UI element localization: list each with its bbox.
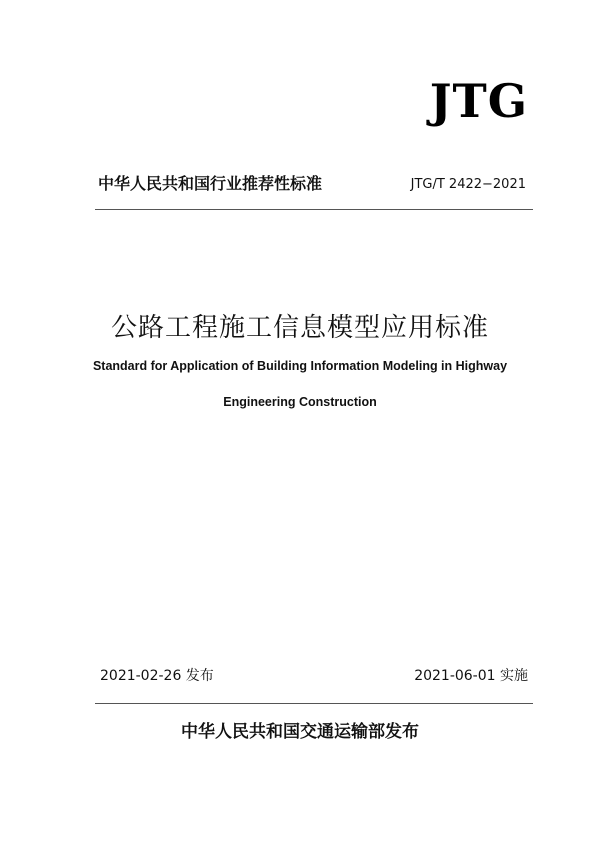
publisher: 中华人民共和国交通运输部发布 <box>181 722 419 742</box>
effective-date: 2021-06-01 实施 <box>414 668 528 684</box>
standard-category: 中华人民共和国行业推荐性标准 <box>98 174 323 193</box>
jtg-logo: JTG <box>429 74 528 128</box>
standard-code: JTG/T 2422−2021 <box>410 177 526 192</box>
top-divider <box>95 209 533 210</box>
title-english-line-2: Engineering Construction <box>223 395 377 409</box>
title-chinese: 公路工程施工信息模型应用标准 <box>110 313 489 343</box>
title-english-line-1: Standard for Application of Building Information Modeling in Highway <box>92 359 508 373</box>
title-english <box>40 348 560 420</box>
bottom-divider <box>95 703 533 704</box>
issue-date: 2021-02-26 发布 <box>100 668 214 684</box>
